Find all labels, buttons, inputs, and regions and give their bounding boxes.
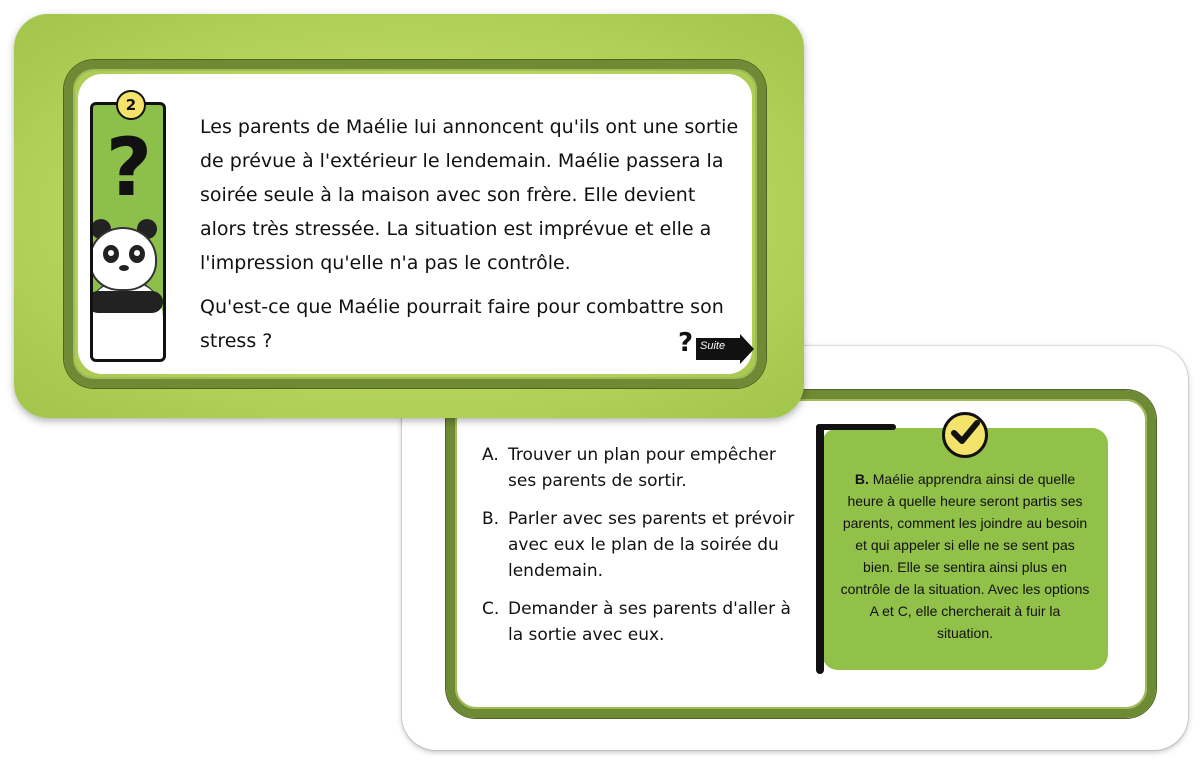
scenario-paragraph: Les parents de Maélie lui annoncent qu'ils ont une sortie de prévue à l'extérieur le lendemain. Maélie passera la soirée seule à la maison avec son frère. Elle devient alors très stressée. La situation est imprévue et elle a l'impression qu'elle n'a pas le contrôle.: [200, 116, 739, 274]
option-letter: B.: [482, 509, 500, 529]
option-text: Parler avec ses parents et prévoir avec eux le plan de la soirée du lendemain.: [508, 509, 795, 581]
card-number-badge: 2: [116, 90, 146, 120]
option-letter: A.: [482, 445, 499, 465]
answer-explanation-text: Maélie apprendra ainsi de quelle heure à quelle heure seront partis ses parents, comment les joindre au besoin et qui appeler si elle ne se sent pas bien. Elle se sentira ainsi plus en contrôle de la situation. Avec les options A et C, elle chercherait à fuir la situation.: [840, 471, 1090, 641]
option-text: Trouver un plan pour empêcher ses parents de sortir.: [508, 445, 776, 491]
answer-letter: B.: [854, 471, 869, 487]
panda-nose: [119, 265, 129, 271]
question-mark-icon: ?: [678, 328, 694, 358]
question-mark-icon: ?: [105, 121, 153, 214]
option-text: Demander à ses parents d'aller à la sortie avec eux.: [508, 599, 791, 645]
answer-options: [482, 442, 802, 660]
brush-stroke: [816, 424, 824, 674]
option-letter: C.: [482, 599, 500, 619]
answer-explanation: [840, 468, 1090, 644]
panda-eye: [103, 245, 119, 263]
option-a: [482, 442, 802, 494]
question-text: [200, 110, 740, 368]
brush-stroke: [816, 424, 896, 430]
question-paragraph: Qu'est-ce que Maélie pourrait faire pour combattre son stress ?: [200, 296, 724, 352]
option-b: [482, 506, 802, 584]
panda-panel: [90, 102, 166, 362]
panda-head: [90, 227, 157, 291]
option-c: [482, 596, 802, 648]
question-card: [14, 14, 804, 418]
suite-arrow-icon: [678, 328, 752, 364]
panda-eye: [129, 245, 145, 263]
suite-label: Suite: [700, 340, 726, 352]
panda-arm: [90, 291, 163, 313]
checkmark-icon: [942, 412, 988, 458]
